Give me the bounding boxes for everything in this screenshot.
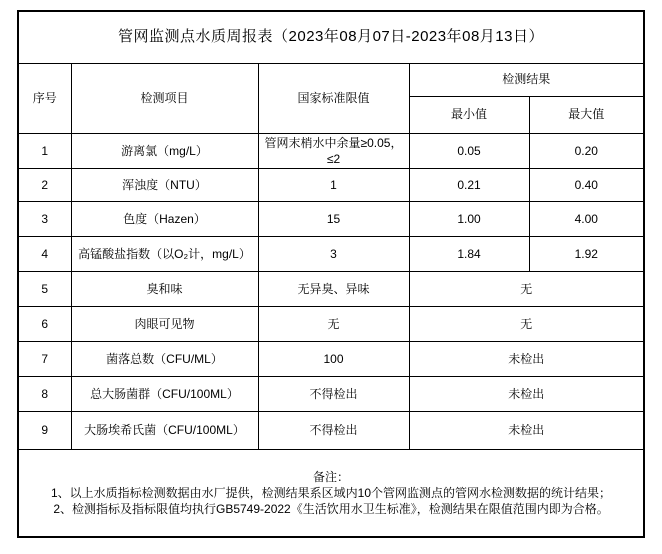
cell-no: 6: [18, 306, 71, 341]
cell-item: 高锰酸盐指数（以O₂计，mg/L）: [71, 236, 258, 271]
cell-no: 8: [18, 376, 71, 411]
table-row: [18, 376, 644, 411]
notes-cell: [18, 449, 644, 537]
col-header-item: 检测项目: [71, 63, 258, 133]
cell-item: 游离氯（mg/L）: [71, 133, 258, 168]
cell-no: 7: [18, 341, 71, 376]
cell-standard: 不得检出: [258, 376, 409, 411]
cell-item: 臭和味: [71, 271, 258, 306]
col-header-no: 序号: [18, 63, 71, 133]
cell-result: 无: [409, 271, 644, 306]
cell-max: 0.20: [529, 133, 644, 168]
table-row: [18, 168, 644, 201]
cell-standard: 15: [258, 201, 409, 236]
cell-standard: 3: [258, 236, 409, 271]
note-line-1: 1、以上水质指标检测数据由水厂提供，检测结果系区域内10个管网监测点的管网水检测数据的统计结果；: [51, 486, 612, 501]
cell-standard: 100: [258, 341, 409, 376]
cell-standard: 无: [258, 306, 409, 341]
table-row: [18, 341, 644, 376]
notes-row: [18, 449, 644, 537]
cell-no: 5: [18, 271, 71, 306]
cell-max: 0.40: [529, 168, 644, 201]
cell-min: 1.00: [409, 201, 529, 236]
cell-no: 9: [18, 411, 71, 449]
cell-no: 2: [18, 168, 71, 201]
cell-max: 4.00: [529, 201, 644, 236]
cell-min: 1.84: [409, 236, 529, 271]
cell-result: 无: [409, 306, 644, 341]
cell-max: 1.92: [529, 236, 644, 271]
note-line-2: 2、检测指标及指标限值均执行GB5749-2022《生活饮用水卫生标准》，检测结果在限值范围内即为合格。: [53, 502, 609, 517]
cell-result: 未检出: [409, 341, 644, 376]
col-header-result: 检测结果: [409, 63, 644, 96]
title-row: [18, 11, 644, 63]
cell-min: 0.21: [409, 168, 529, 201]
cell-no: 3: [18, 201, 71, 236]
notes-label: 备注：: [313, 469, 350, 484]
cell-standard: 无异臭、异味: [258, 271, 409, 306]
col-header-min: 最小值: [409, 96, 529, 133]
table-row: [18, 236, 644, 271]
cell-no: 4: [18, 236, 71, 271]
cell-result: 未检出: [409, 411, 644, 449]
col-header-standard: 国家标准限值: [258, 63, 409, 133]
table-row: [18, 271, 644, 306]
table-row: [18, 411, 644, 449]
table-row: [18, 133, 644, 168]
cell-no: 1: [18, 133, 71, 168]
header-row-top: [18, 63, 644, 96]
cell-standard: 管网末梢水中余量≥0.05，≤2: [258, 133, 409, 168]
table-row: [18, 306, 644, 341]
cell-item: 大肠埃希氏菌（CFU/100ML）: [71, 411, 258, 449]
cell-standard: 1: [258, 168, 409, 201]
cell-min: 0.05: [409, 133, 529, 168]
cell-result: 未检出: [409, 376, 644, 411]
water-quality-table: [17, 10, 645, 538]
table-row: [18, 201, 644, 236]
cell-item: 总大肠菌群（CFU/100ML）: [71, 376, 258, 411]
cell-item: 肉眼可见物: [71, 306, 258, 341]
cell-item: 色度（Hazen）: [71, 201, 258, 236]
cell-item: 菌落总数（CFU/ML）: [71, 341, 258, 376]
cell-item: 浑浊度（NTU）: [71, 168, 258, 201]
table-title: 管网监测点水质周报表（2023年08月07日-2023年08月13日）: [18, 11, 644, 63]
col-header-max: 最大值: [529, 96, 644, 133]
cell-standard: 不得检出: [258, 411, 409, 449]
